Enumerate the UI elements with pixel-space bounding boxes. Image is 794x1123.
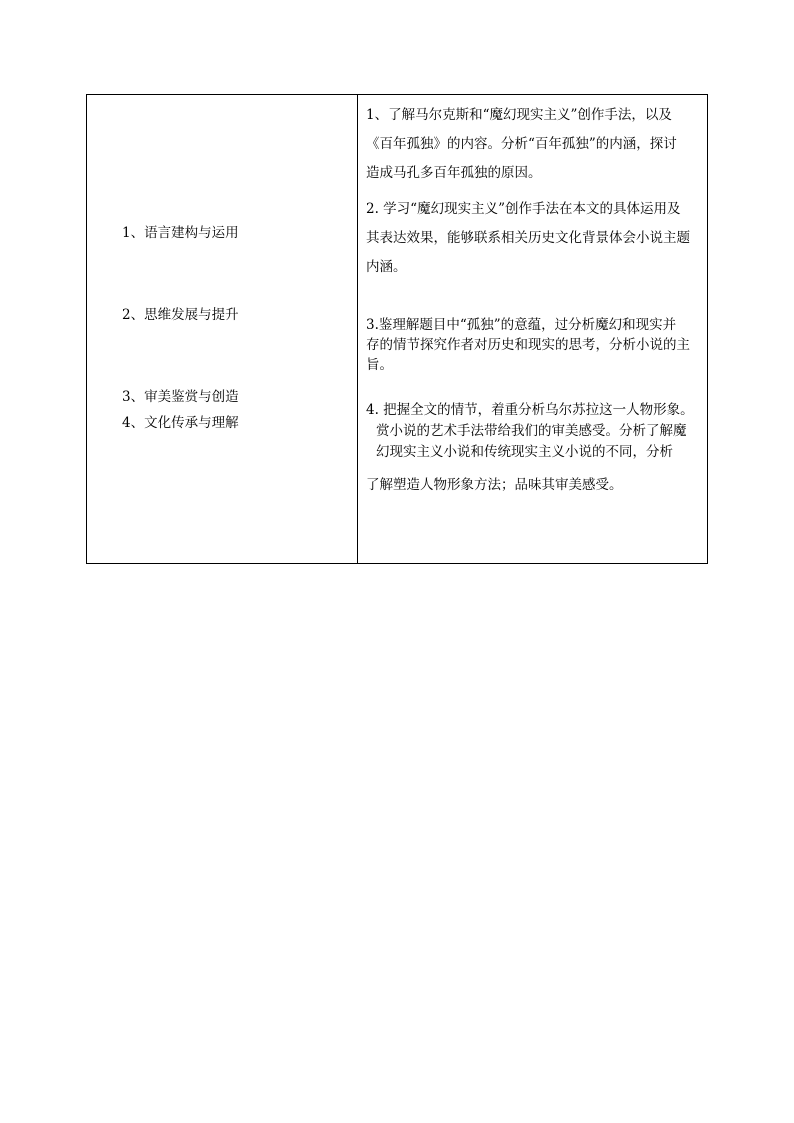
goal-1-line-3: 造成马孔多百年孤独的原因。 <box>366 165 542 181</box>
competency-item-1: 1、语言建构与运用 <box>122 225 239 241</box>
goal-paragraph-4 <box>366 400 706 496</box>
goal-4-line-2: 赏小说的艺术手法带给我们的审美感受。分析了解魔 <box>376 423 687 439</box>
goal-3-line-1: 3.鉴理解题目中“孤独”的意蕴，过分析魔幻和现实并 <box>366 317 677 333</box>
goal-2-line-2: 其表达效果，能够联系相关历史文化背景体会小说主题 <box>366 230 690 246</box>
core-competencies-cell <box>87 95 358 563</box>
goal-2-line-1: 2. 学习“魔幻现实主义”创作手法在本文的具体运用及 <box>366 201 681 217</box>
goal-paragraph-2 <box>366 195 706 282</box>
goal-3-line-2: 存的情节探究作者对历史和现实的思考，分析小说的主 <box>366 337 690 353</box>
objectives-table <box>86 94 708 564</box>
learning-goals-cell <box>358 95 707 563</box>
competency-item-3: 3、审美鉴赏与创造 <box>122 389 239 405</box>
goal-2-line-3: 内涵。 <box>366 259 407 275</box>
goal-4-line-4: 了解塑造人物形象方法；品味其审美感受。 <box>366 477 623 493</box>
goal-4-line-3: 幻现实主义小说和传统现实主义小说的不同，分析 <box>376 444 673 460</box>
goal-paragraph-1 <box>366 101 706 188</box>
goal-4-line-1: 4. 把握全文的情节，着重分析乌尔苏拉这一人物形象。 <box>366 402 694 418</box>
competency-item-4: 4、文化传承与理解 <box>122 415 239 431</box>
goal-1-line-1: 1、了解马尔克斯和“魔幻现实主义”创作手法，以及 <box>366 107 672 123</box>
goal-3-line-3: 旨。 <box>366 357 393 373</box>
goal-paragraph-3 <box>366 315 706 375</box>
competency-item-2: 2、思维发展与提升 <box>122 307 239 323</box>
goal-1-line-2: 《百年孤独》的内容。分析“百年孤独”的内涵，探讨 <box>366 136 677 152</box>
